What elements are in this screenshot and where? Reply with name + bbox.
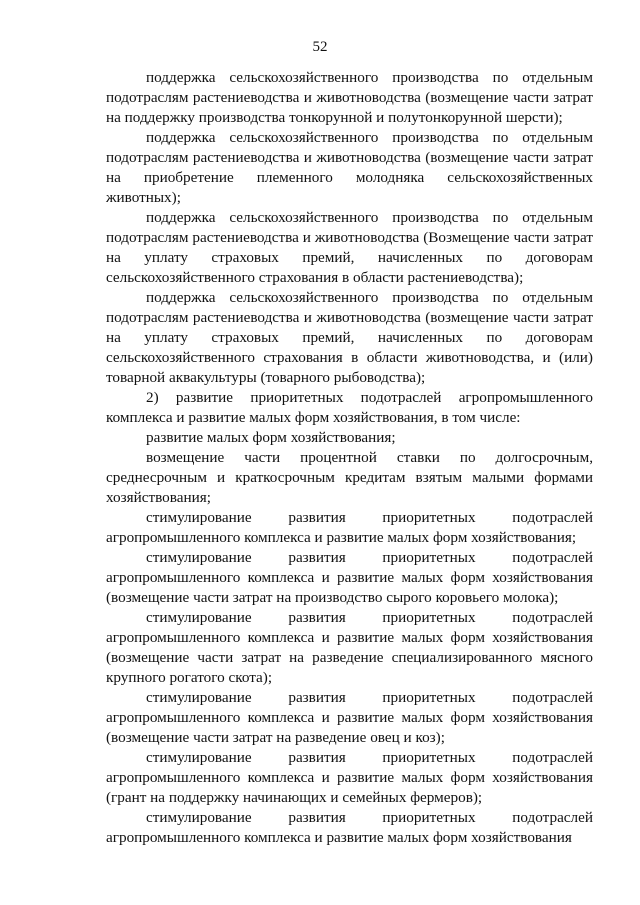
paragraph-2: поддержка сельскохозяйственного производства по отдельным подотраслям растениеводства и животноводства (возмещение части затрат на приобретение племенного молодняка сельскохозяйственных животных); bbox=[106, 129, 593, 206]
paragraph-10: стимулирование развития приоритетных подотраслей агропромышленного комплекса и развитие малых форм хозяйствования (возмещение части затрат на разведение специализированного мясного крупного рогатого скота); bbox=[106, 609, 593, 686]
paragraph-9: стимулирование развития приоритетных подотраслей агропромышленного комплекса и развитие малых форм хозяйствования (возмещение части затрат на производство сырого коровьего молока); bbox=[106, 549, 593, 606]
page-number: 52 bbox=[312, 39, 328, 55]
paragraph-5: 2) развитие приоритетных подотраслей агропромышленного комплекса и развитие малых форм хозяйствования, в том числе: bbox=[106, 389, 593, 426]
paragraph-12: стимулирование развития приоритетных подотраслей агропромышленного комплекса и развитие малых форм хозяйствования (грант на поддержку начинающих и семейных фермеров); bbox=[106, 749, 593, 806]
document-body bbox=[106, 68, 593, 848]
paragraph-8: стимулирование развития приоритетных подотраслей агропромышленного комплекса и развитие малых форм хозяйствования; bbox=[106, 509, 593, 546]
paragraph-4: поддержка сельскохозяйственного производства по отдельным подотраслям растениеводства и животноводства (возмещение части затрат на уплату страховых премий, начисленных по договорам сельскохозяйственного страхования в области животноводства, и (или) товарной аквакультуры (товарного рыбоводства); bbox=[106, 289, 593, 386]
paragraph-1: поддержка сельскохозяйственного производства по отдельным подотраслям растениеводства и животноводства (возмещение части затрат на поддержку производства тонкорунной и полутонкорунной шерсти); bbox=[106, 69, 593, 126]
paragraph-6: развитие малых форм хозяйствования; bbox=[146, 429, 396, 446]
paragraph-3: поддержка сельскохозяйственного производства по отдельным подотраслям растениеводства и животноводства (Возмещение части затрат на уплату страховых премий, начисленных по договорам сельскохозяйственного страхования в области растениеводства); bbox=[106, 209, 593, 286]
paragraph-7: возмещение части процентной ставки по долгосрочным, среднесрочным и краткосрочным кредитам взятым малыми формами хозяйствования; bbox=[106, 449, 593, 506]
paragraph-13: стимулирование развития приоритетных подотраслей агропромышленного комплекса и развитие малых форм хозяйствования bbox=[106, 809, 593, 846]
paragraph-11: стимулирование развития приоритетных подотраслей агропромышленного комплекса и развитие малых форм хозяйствования (возмещение части затрат на разведение овец и коз); bbox=[106, 689, 593, 746]
